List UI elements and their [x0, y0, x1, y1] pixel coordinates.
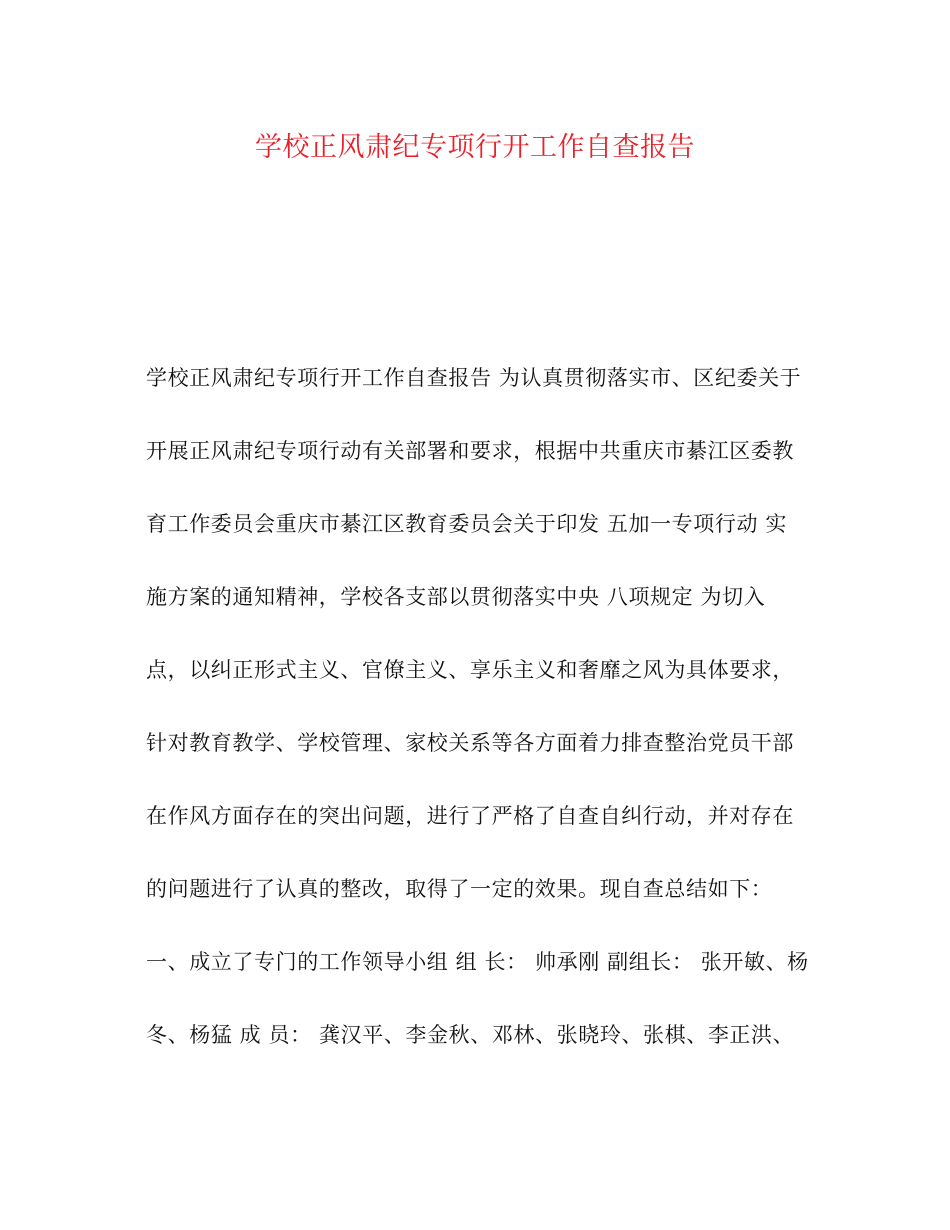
body-line: 学校正风肃纪专项行开工作自查报告 为认真贯彻落实市、区纪委关于	[146, 366, 802, 390]
body-line: 育工作委员会重庆市綦江区教育委员会关于印发 五加一专项行动 实	[146, 512, 787, 536]
body-line: 冬、杨猛 成 员： 龚汉平、李金秋、邓林、张晓玲、张棋、李正洪、	[146, 1023, 795, 1047]
body-line: 点，以纠正形式主义、官僚主义、享乐主义和奢靡之风为具体要求，	[146, 658, 794, 682]
body-line: 针对教育教学、学校管理、家校关系等各方面着力排查整治党员干部	[146, 731, 794, 755]
document-title: 学校正风肃纪专项行开工作自查报告	[255, 132, 695, 163]
body-line: 施方案的通知精神，学校各支部以贯彻落实中央 八项规定 为切入	[146, 585, 766, 609]
body-line: 开展正风肃纪专项行动有关部署和要求，根据中共重庆市綦江区委教	[146, 439, 794, 463]
body-line: 一、成立了专门的工作领导小组 组 长： 帅承刚 副组长： 张开敏、杨	[146, 950, 809, 974]
body-line: 在作风方面存在的突出问题，进行了严格了自查自纠行动，并对存在	[146, 804, 794, 828]
body-line: 的问题进行了认真的整改，取得了一定的效果。现自查总结如下：	[146, 877, 773, 901]
